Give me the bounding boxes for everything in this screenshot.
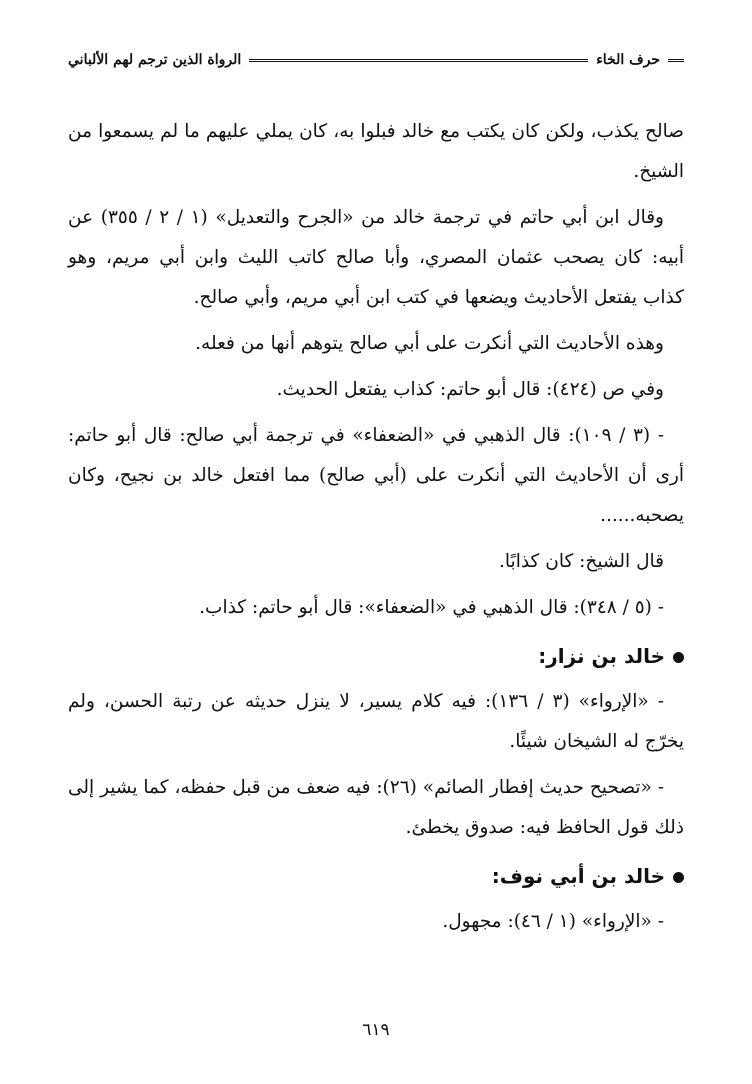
paragraph: وفي ص (٤٢٤): قال أبو حاتم: كذاب يفتعل الحديث.: [276, 379, 664, 400]
page-body: [68, 112, 684, 942]
document-page: [68, 48, 684, 1084]
paragraph: صالح يكذب، ولكن كان يكتب مع خالد فبلوا به، كان يملي عليهم ما لم يسمعوا من الشيخ.: [68, 121, 684, 182]
paragraph: وهذه الأحاديث التي أنكرت على أبي صالح يتوهم أنها من فعله.: [195, 333, 664, 354]
paragraph: - (٥ / ٣٤٨): قال الذهبي في «الضعفاء»: قال أبو حاتم: كذاب.: [199, 597, 664, 618]
entry-item: - «تصحيح حديث إفطار الصائم» (٢٦): فيه ضعف من قبل حفظه، كما يشير إلى ذلك قول الحافظ فيه: صدوق يخطئ.: [68, 777, 684, 838]
running-header: [68, 48, 684, 72]
entry-heading-text: خالد بن أبي نوف:: [491, 864, 665, 888]
bullet-icon: [673, 872, 684, 883]
header-section-title: الرواة الذين ترجم لهم الألباني: [68, 52, 242, 68]
header-chapter-title: حرف الخاء: [596, 52, 660, 68]
entry-heading: [68, 636, 684, 676]
paragraph: - (٣ / ١٠٩): قال الذهبي في «الضعفاء» في ترجمة أبي صالح: قال أبو حاتم: أرى أن الأحاديث التي أنكرت على (أبي صالح) مما افتعل خالد بن نجيح، وكان يصحبه......: [68, 425, 685, 526]
header-dash-divider: [668, 59, 684, 62]
entry-heading: [68, 856, 684, 896]
entry-item: - «الإرواء» (١ / ٤٦): مجهول.: [442, 911, 664, 932]
paragraph: وقال ابن أبي حاتم في ترجمة خالد من «الجرح والتعديل» (١ / ٢ / ٣٥٥) عن أبيه: كان يصحب عثمان المصري، وأبا صالح كاتب الليث وابن أبي مريم، وهو كذاب يفتعل الأحاديث ويضعها في كتب ابن أبي مريم، وأبي صالح.: [68, 207, 684, 308]
header-rule-divider: [249, 59, 588, 62]
paragraph: قال الشيخ: كان كذابًا.: [499, 551, 664, 572]
entry-heading-text: خالد بن نزار:: [538, 644, 665, 668]
entry-item: - «الإرواء» (٣ / ١٣٦): فيه كلام يسير، لا ينزل حديثه عن رتبة الحسن، ولم يخرّج له الشيخان شيئًا.: [68, 691, 684, 752]
page-number: ٦١٩: [362, 1020, 390, 1040]
bullet-icon: [673, 652, 684, 663]
